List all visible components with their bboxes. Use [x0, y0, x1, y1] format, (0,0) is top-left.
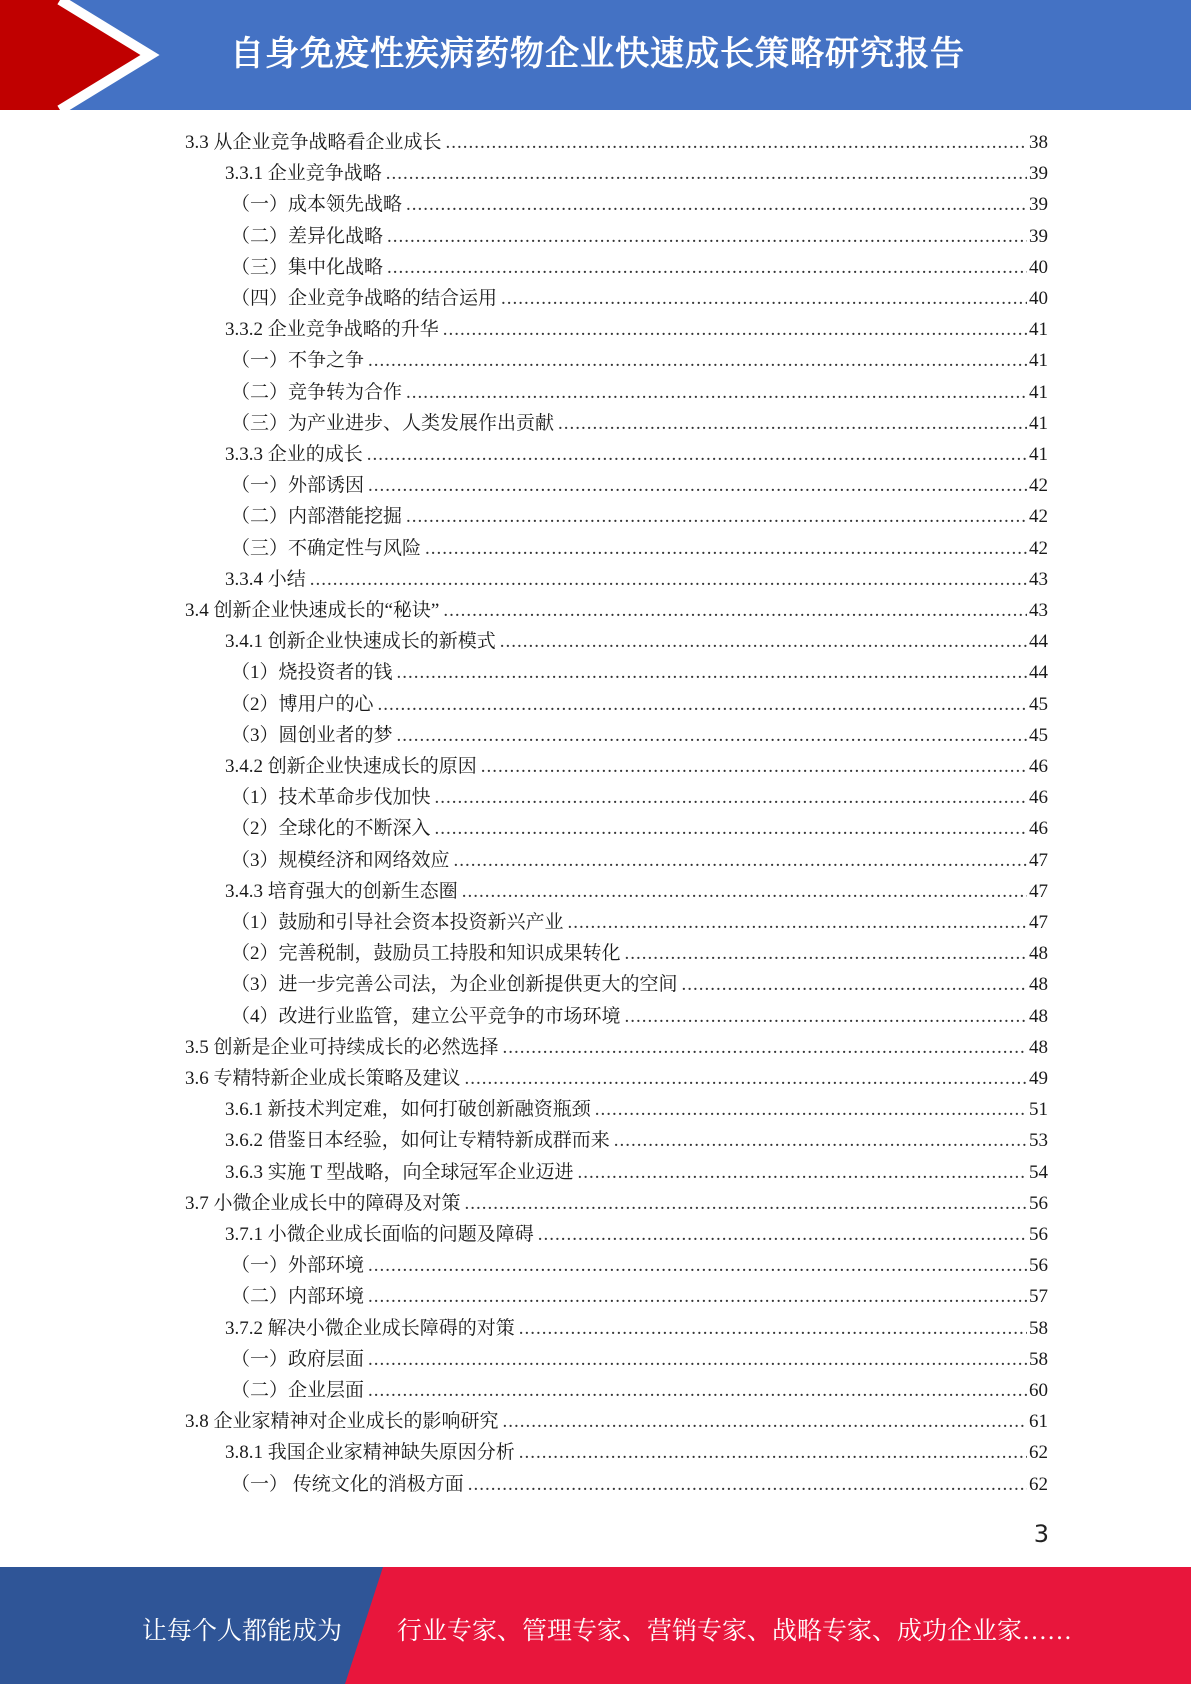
toc-entry-label: （3）进一步完善公司法，为企业创新提供更大的空间 — [231, 974, 678, 996]
toc-dot-leader — [503, 1037, 1027, 1059]
toc-dot-leader — [481, 756, 1027, 778]
toc-dot-leader — [368, 350, 1027, 372]
toc-dot-leader — [406, 194, 1027, 216]
toc-entry-label: （1）技术革命步伐加快 — [231, 787, 431, 809]
toc-entry-page: 46 — [1029, 787, 1048, 809]
toc-entry-page: 57 — [1029, 1286, 1048, 1308]
toc-entry-page: 42 — [1029, 506, 1048, 528]
toc-dot-leader — [500, 631, 1027, 653]
toc-entry[interactable] — [225, 1219, 1048, 1250]
toc-entry[interactable] — [231, 283, 1048, 314]
toc-dot-leader — [625, 943, 1027, 965]
toc-entry-label: 3.3.2 企业竞争战略的升华 — [225, 319, 439, 341]
toc-entry-label: 3.3.4 小结 — [225, 568, 306, 590]
footer-slogan-left: 让每个人都能成为 — [142, 1618, 343, 1645]
toc-entry[interactable] — [225, 1437, 1048, 1468]
toc-entry-page: 45 — [1029, 724, 1048, 746]
toc-dot-leader — [368, 1380, 1027, 1402]
toc-entry-label: （4）改进行业监管，建立公平竞争的市场环境 — [231, 1005, 621, 1027]
toc-entry-label: 3.6.2 借鉴日本经验，如何让专精特新成群而来 — [225, 1130, 610, 1152]
toc-entry[interactable] — [231, 657, 1048, 688]
toc-entry-label: （2）完善税制，鼓励员工持股和知识成果转化 — [231, 943, 621, 965]
toc-entry-page: 43 — [1029, 568, 1048, 590]
toc-entry[interactable] — [185, 1063, 1048, 1094]
toc-entry-page: 42 — [1029, 537, 1048, 559]
toc-entry[interactable] — [225, 751, 1048, 782]
toc-entry-label: （四）企业竞争战略的结合运用 — [231, 288, 498, 309]
toc-entry[interactable] — [185, 1188, 1048, 1219]
report-title: 自身免疫性疾病药物企业快速成长策略研究报告 — [230, 34, 965, 74]
toc-entry-label: 3.3 从企业竞争战略看企业成长 — [185, 132, 442, 153]
toc-entry-label: （1）烧投资者的钱 — [231, 662, 393, 684]
toc-entry-page: 58 — [1029, 1348, 1048, 1370]
toc-dot-leader — [406, 382, 1027, 404]
toc-entry-page: 42 — [1029, 475, 1048, 497]
toc-entry-page: 51 — [1029, 1099, 1048, 1121]
toc-entry-label: 3.3.3 企业的成长 — [225, 444, 363, 465]
toc-dot-leader — [578, 1162, 1027, 1184]
toc-dot-leader — [443, 319, 1027, 341]
toc-dot-leader — [386, 163, 1027, 185]
toc-entry[interactable] — [231, 689, 1048, 720]
toc-dot-leader — [682, 974, 1027, 996]
toc-entry[interactable] — [185, 1032, 1048, 1063]
toc-entry-page: 56 — [1029, 1224, 1048, 1245]
toc-entry[interactable] — [231, 969, 1048, 1000]
toc-entry[interactable] — [225, 626, 1048, 657]
toc-entry-page: 58 — [1029, 1317, 1048, 1339]
toc-dot-leader — [435, 818, 1027, 840]
toc-entry[interactable] — [231, 782, 1048, 813]
toc-entry[interactable] — [231, 189, 1048, 220]
toc-entry[interactable] — [231, 377, 1048, 408]
toc-entry[interactable] — [231, 813, 1048, 844]
toc-entry[interactable] — [231, 1469, 1048, 1500]
footer-slogan-right: 行业专家、管理专家、营销专家、战略专家、成功企业家…… — [397, 1618, 1073, 1645]
toc-entry-page: 41 — [1029, 319, 1048, 341]
toc-entry-label: （一）不争之争 — [231, 350, 365, 372]
toc-entry[interactable] — [231, 1281, 1048, 1312]
toc-dot-leader — [538, 1224, 1027, 1246]
toc-dot-leader — [367, 444, 1027, 466]
toc-entry-label: 3.6.3 实施 T 型战略，向全球冠军企业迈进 — [225, 1161, 574, 1183]
toc-entry[interactable] — [231, 1344, 1048, 1375]
toc-dot-leader — [465, 1193, 1027, 1215]
toc-entry-label: （一）外部环境 — [231, 1255, 365, 1277]
toc-entry-page: 41 — [1029, 412, 1048, 434]
toc-entry[interactable] — [185, 1406, 1048, 1437]
toc-entry-label: （二）企业层面 — [231, 1380, 365, 1401]
toc-dot-leader — [614, 1130, 1027, 1152]
toc-dot-leader — [425, 538, 1027, 560]
toc-entry[interactable] — [231, 938, 1048, 969]
toc-entry-page: 47 — [1029, 880, 1048, 902]
toc-dot-leader — [519, 1442, 1027, 1464]
toc-dot-leader — [368, 1255, 1027, 1277]
toc-entry-page: 48 — [1029, 943, 1048, 965]
toc-entry-label: （一） 传统文化的消极方面 — [231, 1473, 464, 1495]
toc-entry-label: （二）竞争转为合作 — [231, 381, 403, 403]
toc-entry[interactable] — [185, 127, 1048, 158]
toc-dot-leader — [368, 1286, 1027, 1308]
toc-entry-label: （二）差异化战略 — [231, 225, 384, 247]
toc-entry-label: （3）圆创业者的梦 — [231, 724, 393, 746]
toc-entry-page: 41 — [1029, 381, 1048, 403]
toc-entry-label: （3）规模经济和网络效应 — [231, 849, 450, 871]
toc-dot-leader — [558, 413, 1027, 435]
toc-dot-leader — [625, 1006, 1027, 1028]
toc-entry-label: （二）内部环境 — [231, 1286, 365, 1308]
toc-dot-leader — [446, 132, 1027, 154]
toc-entry[interactable] — [225, 876, 1048, 907]
toc-entry[interactable] — [225, 1125, 1048, 1156]
toc-entry-label: 3.4.3 培育强大的创新生态圈 — [225, 880, 458, 902]
toc-entry-page: 62 — [1029, 1442, 1048, 1464]
toc-entry[interactable] — [225, 1157, 1048, 1188]
toc-entry-page: 47 — [1029, 849, 1048, 871]
toc-entry-label: 3.7.1 小微企业成长面临的问题及障碍 — [225, 1224, 534, 1245]
toc-entry-page: 39 — [1029, 194, 1048, 216]
toc-entry-label: （一）政府层面 — [231, 1348, 365, 1370]
toc-entry[interactable] — [225, 564, 1048, 595]
toc-entry-page: 43 — [1029, 600, 1048, 621]
toc-entry[interactable] — [231, 1001, 1048, 1032]
toc-dot-leader — [397, 662, 1027, 684]
toc-entry[interactable] — [225, 158, 1048, 189]
toc-dot-leader — [501, 288, 1027, 310]
toc-dot-leader — [397, 725, 1027, 747]
toc-entry[interactable] — [225, 1313, 1048, 1344]
toc-entry-label: 3.4.1 创新企业快速成长的新模式 — [225, 631, 496, 653]
toc-entry[interactable] — [225, 314, 1048, 345]
toc-entry-label: （一）成本领先战略 — [231, 194, 403, 216]
toc-dot-leader — [462, 881, 1027, 903]
toc-entry-label: （三）为产业进步、人类发展作出贡献 — [231, 412, 555, 434]
toc-entry[interactable] — [231, 1250, 1048, 1281]
toc-dot-leader — [519, 1318, 1027, 1340]
toc-entry-page: 48 — [1029, 974, 1048, 996]
toc-entry-label: （2）全球化的不断深入 — [231, 818, 431, 840]
toc-entry-label: （三）不确定性与风险 — [231, 537, 422, 559]
toc-entry-page: 46 — [1029, 818, 1048, 840]
toc-entry-label: 3.8.1 我国企业家精神缺失原因分析 — [225, 1442, 515, 1464]
toc-entry-label: 3.4 创新企业快速成长的“秘诀” — [185, 600, 440, 621]
toc-entry-label: （2）博用户的心 — [231, 693, 374, 715]
toc-dot-leader — [387, 257, 1027, 279]
page-number: 3 — [1033, 1520, 1049, 1548]
toc-entry[interactable] — [231, 470, 1048, 501]
toc-entry-page: 56 — [1029, 1192, 1048, 1214]
toc-dot-leader — [454, 850, 1027, 872]
toc-entry-page: 48 — [1029, 1005, 1048, 1027]
toc-entry[interactable] — [231, 252, 1048, 283]
toc-dot-leader — [368, 475, 1027, 497]
page-header — [0, 0, 1191, 110]
toc-entry[interactable] — [231, 1375, 1048, 1406]
toc-entry-label: 3.5 创新是企业可持续成长的必然选择 — [185, 1036, 499, 1058]
toc-dot-leader — [387, 226, 1027, 248]
toc-entry-page: 39 — [1029, 225, 1048, 247]
toc-entry-page: 45 — [1029, 693, 1048, 715]
toc-entry[interactable] — [231, 221, 1048, 252]
toc-entry-page: 61 — [1029, 1411, 1048, 1433]
toc-entry[interactable] — [185, 595, 1048, 626]
toc-entry-label: （三）集中化战略 — [231, 256, 384, 278]
toc-entry-label: 3.6 专精特新企业成长策略及建议 — [185, 1068, 461, 1089]
toc-entry[interactable] — [225, 439, 1048, 470]
toc-entry-page: 46 — [1029, 756, 1048, 777]
toc-dot-leader — [465, 1068, 1027, 1090]
toc-entry-label: 3.7 小微企业成长中的障碍及对策 — [185, 1192, 461, 1214]
toc-entry-page: 49 — [1029, 1068, 1048, 1089]
toc-entry-page: 48 — [1029, 1036, 1048, 1058]
toc-entry-page: 54 — [1029, 1161, 1048, 1183]
toc-entry-label: 3.6.1 新技术判定难，如何打破创新融资瓶颈 — [225, 1099, 591, 1121]
toc-entry-page: 41 — [1029, 350, 1048, 372]
toc-dot-leader — [378, 694, 1027, 716]
toc-entry-label: （二）内部潜能挖掘 — [231, 506, 403, 528]
toc-dot-leader — [368, 1349, 1027, 1371]
toc-entry-page: 44 — [1029, 662, 1048, 684]
toc-entry-page: 44 — [1029, 631, 1048, 653]
toc-entry[interactable] — [231, 533, 1048, 564]
toc-entry[interactable] — [231, 408, 1048, 439]
toc-entry-page: 39 — [1029, 163, 1048, 185]
toc-entry-label: 3.8 企业家精神对企业成长的影响研究 — [185, 1411, 499, 1433]
toc-entry-page: 40 — [1029, 288, 1048, 309]
toc-dot-leader — [310, 569, 1027, 591]
toc-entry[interactable] — [231, 501, 1048, 532]
toc-entry[interactable] — [225, 1094, 1048, 1125]
toc-entry[interactable] — [231, 345, 1048, 376]
toc-entry-page: 38 — [1029, 132, 1048, 153]
toc-entry-page: 40 — [1029, 256, 1048, 278]
toc-dot-leader — [435, 787, 1027, 809]
toc-dot-leader — [468, 1474, 1027, 1496]
toc-entry[interactable] — [231, 845, 1048, 876]
toc-dot-leader — [406, 506, 1027, 528]
toc-entry-label: （1）鼓励和引导社会资本投资新兴产业 — [231, 912, 564, 933]
toc-entry[interactable] — [231, 720, 1048, 751]
toc-entry-page: 62 — [1029, 1473, 1048, 1495]
toc-dot-leader — [443, 600, 1027, 622]
page-footer — [0, 1567, 1191, 1684]
toc-entry-page: 53 — [1029, 1130, 1048, 1152]
toc-entry-page: 41 — [1029, 444, 1048, 465]
toc-entry-label: 3.7.2 解决小微企业成长障碍的对策 — [225, 1317, 515, 1339]
toc-entry-label: 3.3.1 企业竞争战略 — [225, 163, 382, 185]
toc-entry-label: 3.4.2 创新企业快速成长的原因 — [225, 756, 477, 777]
toc-entry-label: （一）外部诱因 — [231, 475, 365, 497]
toc-dot-leader — [503, 1411, 1027, 1433]
toc-entry-page: 56 — [1029, 1255, 1048, 1277]
toc-entry-page: 60 — [1029, 1380, 1048, 1401]
toc-entry[interactable] — [231, 907, 1048, 938]
toc-dot-leader — [595, 1099, 1027, 1121]
toc-dot-leader — [568, 912, 1027, 934]
toc-entry-page: 47 — [1029, 912, 1048, 933]
